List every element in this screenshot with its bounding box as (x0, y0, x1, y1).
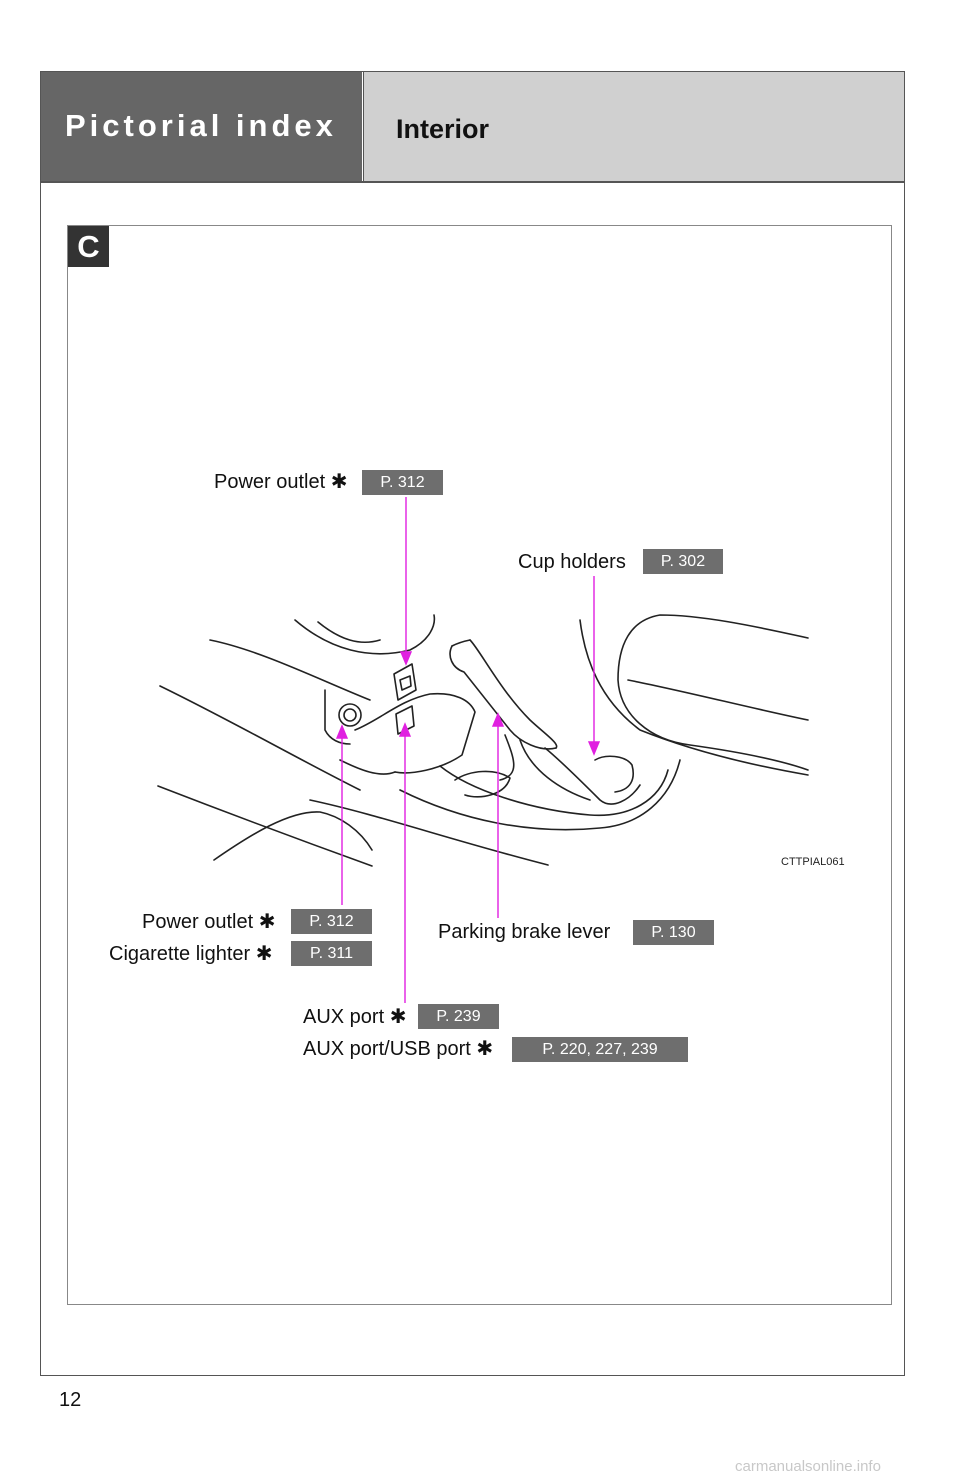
illustration-code: CTTPIAL061 (781, 856, 845, 868)
callout-power-outlet-bottom-page[interactable]: P. 312 (291, 909, 372, 934)
callout-power-outlet-top-page[interactable]: P. 312 (362, 470, 443, 495)
callout-power-outlet-bottom-label: Power outlet ✱ (142, 911, 276, 933)
callout-aux-usb-port-page[interactable]: P. 220, 227, 239 (512, 1037, 688, 1062)
callout-power-outlet-top-label: Power outlet ✱ (214, 471, 348, 493)
callout-cigarette-lighter-label: Cigarette lighter ✱ (109, 943, 273, 965)
callout-cup-holders-page[interactable]: P. 302 (643, 549, 723, 574)
callout-cup-holders-label: Cup holders (518, 551, 626, 573)
watermark: carmanualsonline.info (735, 1458, 881, 1475)
callout-parking-brake-page[interactable]: P. 130 (633, 920, 714, 945)
callout-aux-port-page[interactable]: P. 239 (418, 1004, 499, 1029)
section-badge: C (68, 226, 109, 267)
callout-aux-port-label: AUX port ✱ (303, 1006, 407, 1028)
callout-parking-brake-label: Parking brake lever (438, 921, 611, 943)
header-section-label: Pictorial index (65, 108, 337, 143)
page-number: 12 (59, 1389, 82, 1411)
page-title: Interior (396, 114, 490, 144)
callout-cigarette-lighter-page[interactable]: P. 311 (291, 941, 372, 966)
callout-aux-usb-port-label: AUX port/USB port ✱ (303, 1038, 494, 1060)
